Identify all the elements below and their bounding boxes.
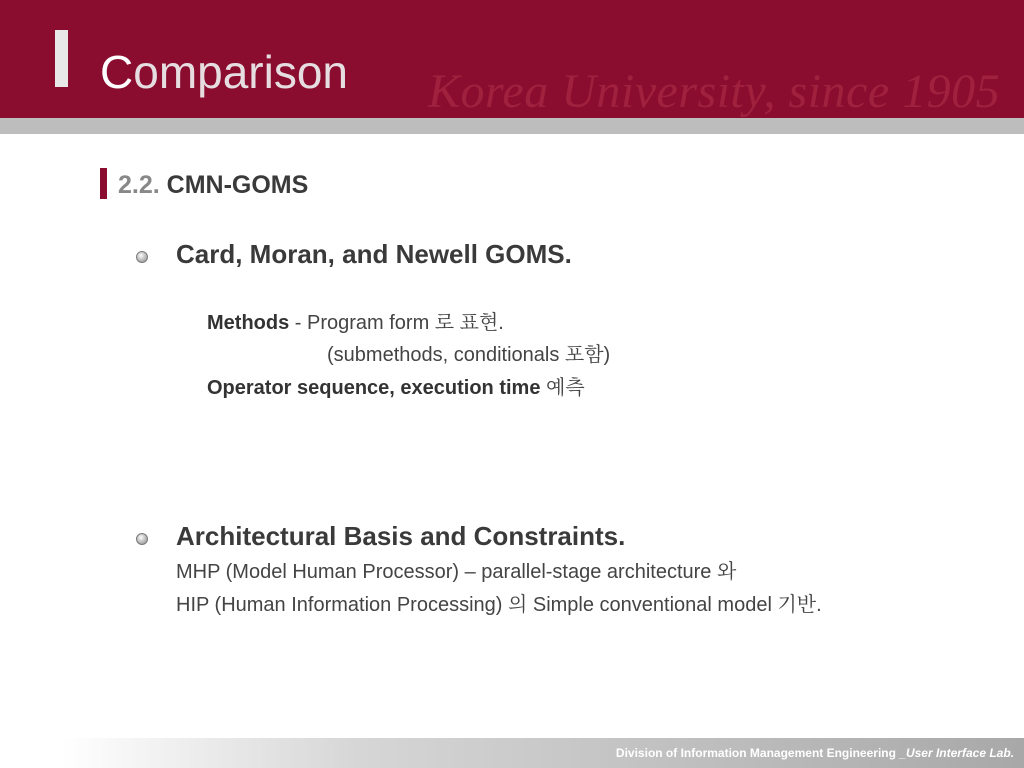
footer-lab: _User Interface Lab. <box>899 746 1014 760</box>
footer-credit <box>616 746 1014 760</box>
operator-line <box>207 375 585 401</box>
architecture-line-2: HIP (Human Information Processing) 의 Simple conventional model 기반. <box>176 594 822 616</box>
architecture-line-1: MHP (Model Human Processor) – parallel-stage architecture 와 <box>176 561 737 583</box>
section-heading <box>118 170 308 200</box>
operator-label: Operator sequence, execution time <box>207 377 541 399</box>
bullet-icon <box>136 533 148 545</box>
section-marker-bar <box>100 168 107 199</box>
university-watermark: Korea University, since 1905 <box>428 65 1001 118</box>
bullet-title-cmn-goms: Card, Moran, and Newell GOMS. <box>176 239 572 269</box>
section-number: 2.2. <box>118 171 160 199</box>
section-name: CMN-GOMS <box>166 171 309 199</box>
bullet-title-architecture: Architectural Basis and Constraints. <box>176 521 626 551</box>
slide-title <box>100 44 348 100</box>
methods-label: Methods <box>207 312 290 334</box>
slide-title-rest: omparison <box>133 46 349 98</box>
footer-band <box>0 738 1024 768</box>
methods-line <box>207 310 504 336</box>
methods-subline: (submethods, conditionals 포함) <box>327 344 611 366</box>
title-banner <box>0 0 1024 118</box>
footer-division: Division of Information Management Engineering <box>615 746 900 760</box>
slide-title-initial: C <box>100 46 134 98</box>
operator-text: 예측 <box>540 377 585 399</box>
methods-text: - Program form 로 표현. <box>289 312 504 334</box>
header-divider-band <box>0 118 1024 134</box>
title-accent-bar <box>55 30 68 87</box>
bullet-icon <box>136 251 148 263</box>
